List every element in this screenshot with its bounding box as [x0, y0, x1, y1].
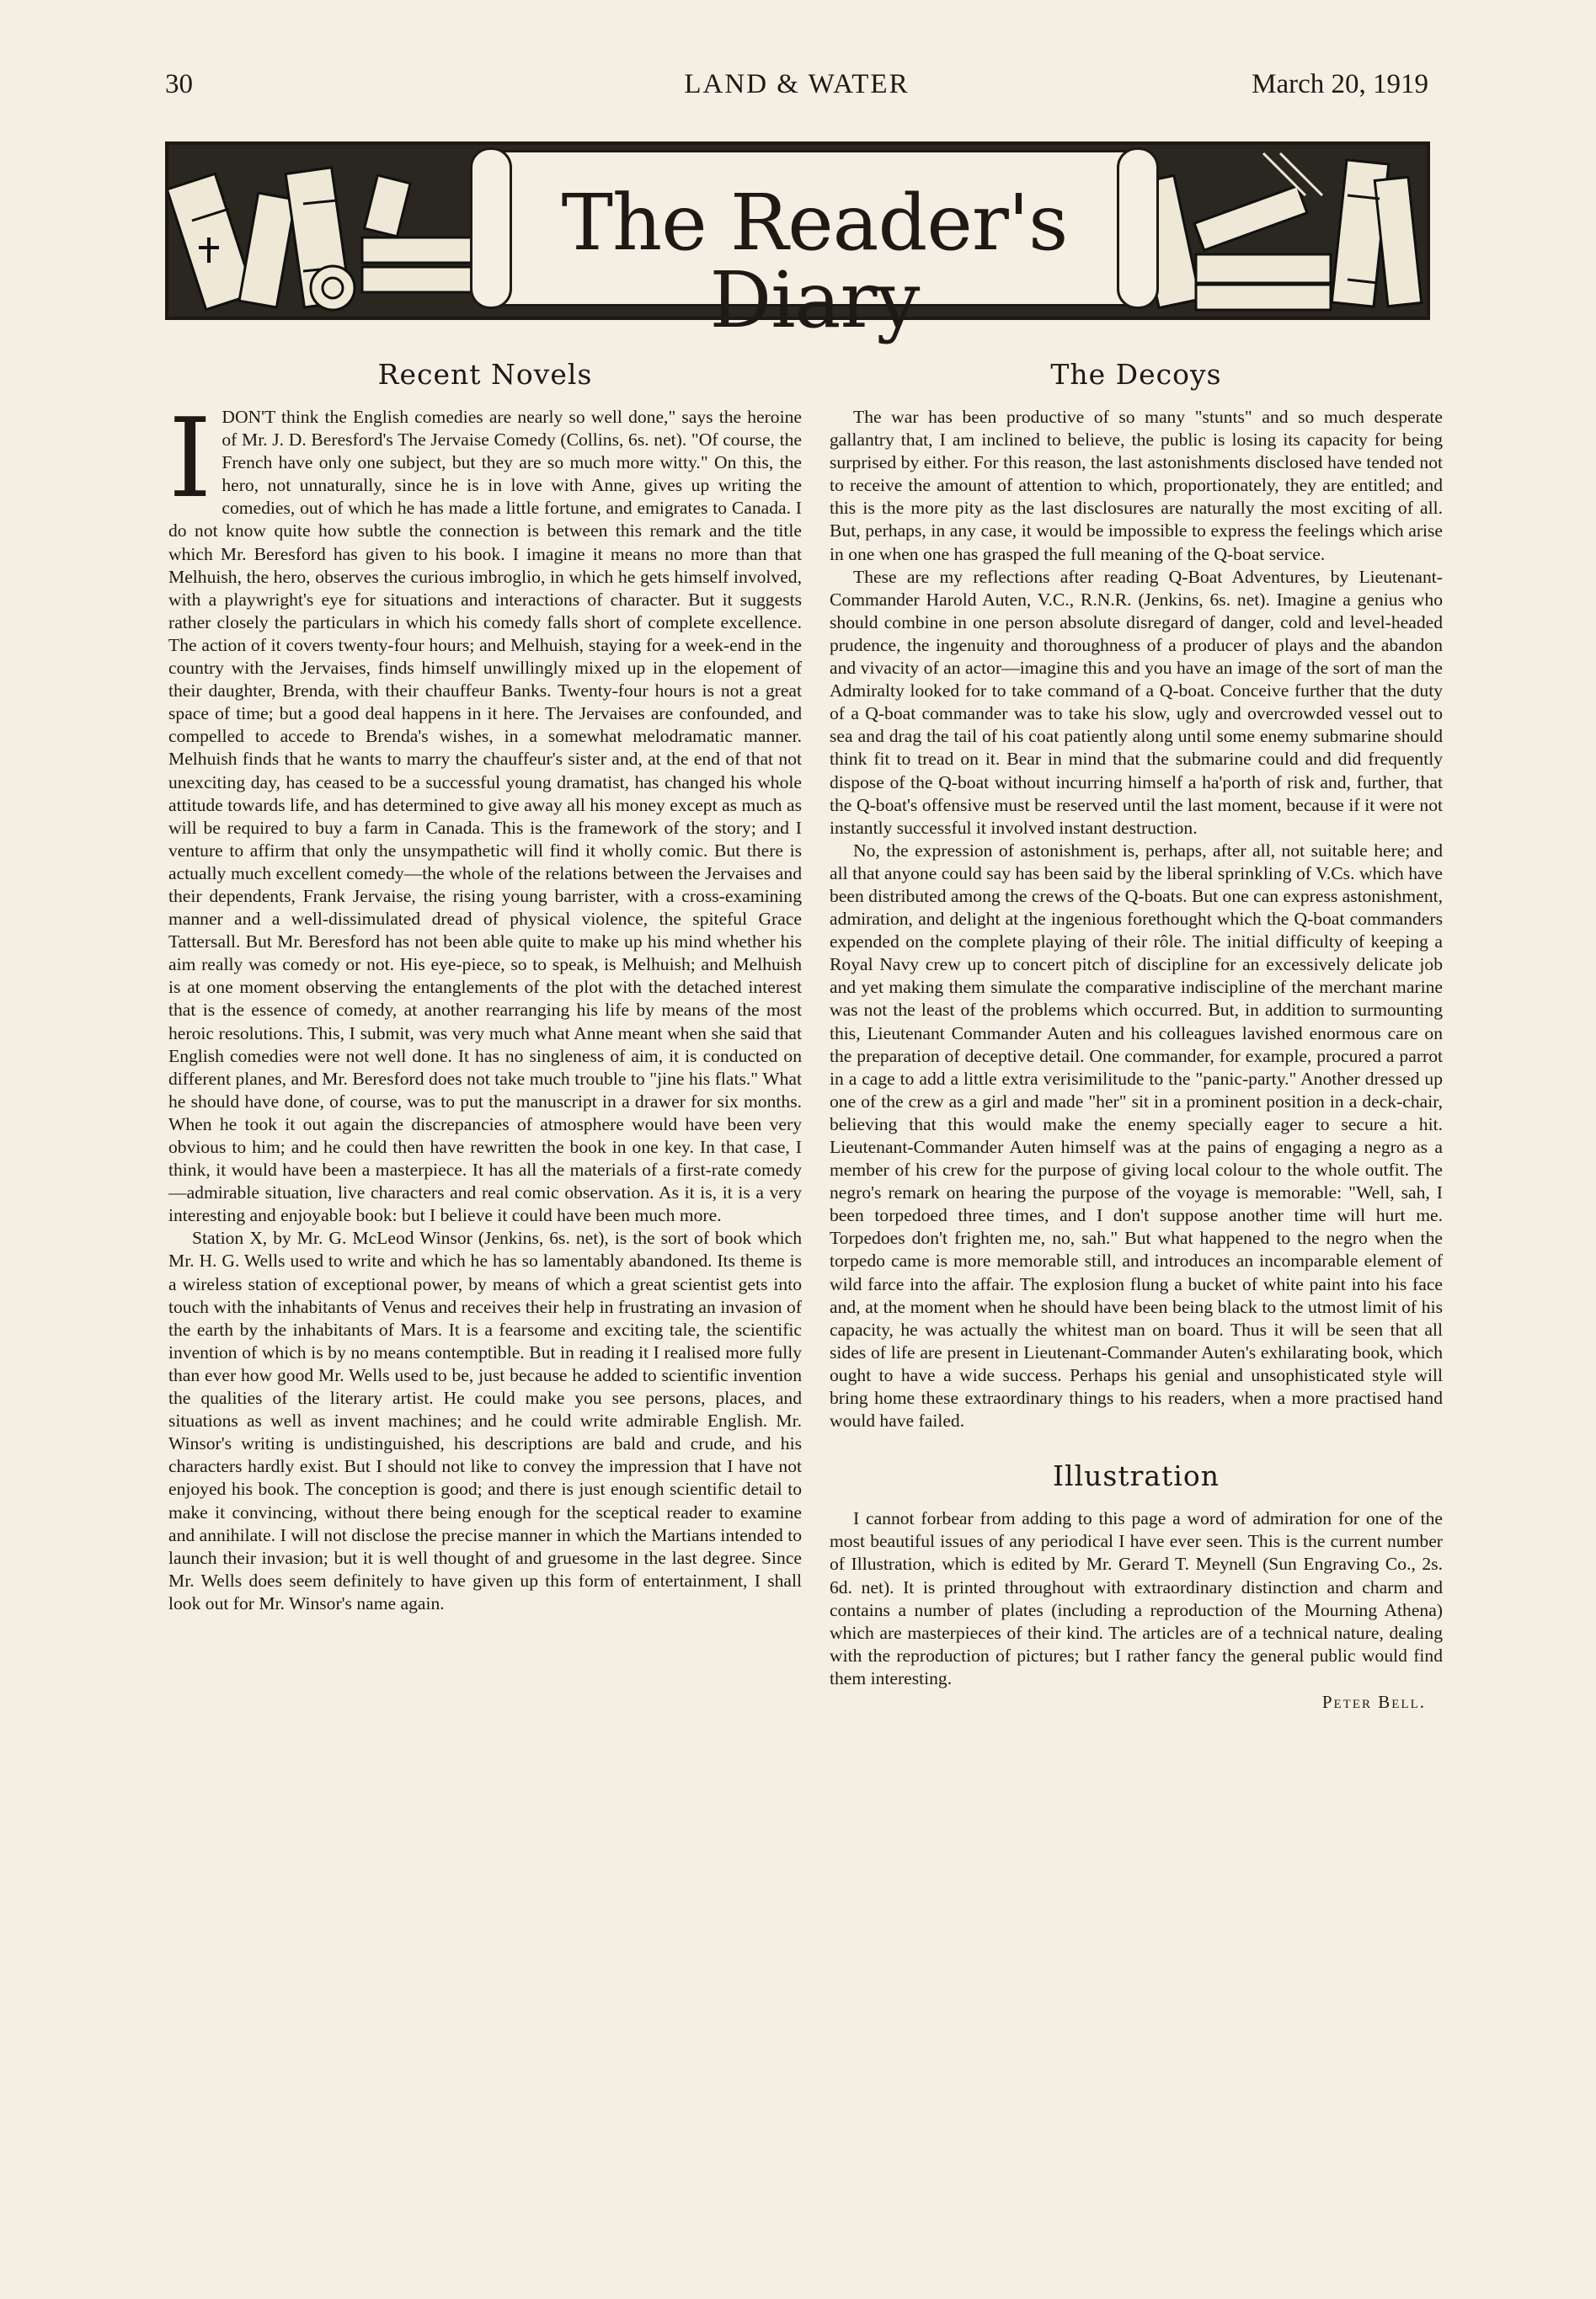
- issue-date: March 20, 1919: [1252, 69, 1428, 99]
- decoys-column: [830, 358, 1443, 1713]
- article-paragraph: No, the expression of astonishment is, perhaps, after all, not suitable here; and all that anyone could say has been said by the liberal sprinkling of V.Cs. which have been distributed among the crews of the Q-boats. But one can express astonishment, admiration, and delight at the ingenious forethought which the Q-boat commanders expended on the complete playing of their rôle. The initial difficulty of keeping a Royal Navy crew up to concert pitch of discipline for an excessively delicate job and yet making them simulate the comparative indiscipline of the merchant marine was not the least of the problems which occurred. But, in addition to surmounting this, Lieutenant Commander Auten and his colleagues lavished enormous care on the preparation of deceptive detail. One commander, for example, procured a parrot in a cage to add a little extra verisimilitude to the "panic-party." Another dressed up one of the crew as a girl and made "her" sit in a prominent position in a deck-chair, believing that this would make the enemy specially eager to secure a hit. Lieutenant-Commander Auten himself was at the pains of engaging a negro as a member of his crew for the purpose of giving local colour to the whole outfit. The negro's remark on hearing the purpose of the voyage is memorable: "Well, sah, I been torpedoed three times, and I don't suppose another time will hurt me. Torpedoes don't frighten me, no, sah." But what happened to the negro when the torpedo came is more memorable still, and introduces an incomparable element of wild farce into the affair. The explosion flung a bucket of white paint into his face and, at the moment when he should have been being black to the utmost limit of his capacity, he was actually the whitest man on board. Thus it will be seen that all sides of life are present in Lieutenant-Commander Auten's exhilarating book, which ought to have a wide success. Perhaps his genial and unsophisticated style will bring home these extraordinary things to his readers, when a more practised hand would have failed.: [830, 840, 1444, 1432]
- illustration-body: [830, 1507, 1443, 1690]
- decoys-heading: The Decoys: [1050, 358, 1222, 391]
- author-signature: Peter Bell.: [1321, 1691, 1426, 1712]
- magazine-title: LAND & WATER: [684, 69, 910, 99]
- decoys-body: [830, 406, 1443, 1432]
- article-paragraph: Station X, by Mr. G. McLeod Winsor (Jenkins, 6s. net), is the sort of book which Mr. H. G. Wells used to write and which he has so lamentably abandoned. Its theme is a wireless station of exceptional power, by means of which a great scientist gets into touch with the inhabitants of Venus and receives their help in frustrating an invasion of the earth by the inhabitants of Mars. It is a fearsome and exciting tale, the scientific invention of which is by no means contemptible. But in reading it I realised more fully than ever how good Mr. Wells used to be, just because he added to scientific invention the qualities of the literary artist. He could make you see persons, places, and situations as well as invent machines; and he could write admirable English. Mr. Winsor's writing is undistinguished, his descriptions are bald and crude, and his characters hardly exist. But I should not like to convey the impression that I have not enjoyed his book. The conception is good; and there is just enough scientific detail to make it convincing, without there being enough for the sceptical reader to examine and annihilate. I will not disclose the precise manner in which the Martians intended to launch their invasion; but it is well thought of and gruesome in the last degree. Since Mr. Wells does seem definitely to have given up this form of entertainment, I shall look out for Mr. Winsor's name again.: [168, 1228, 802, 1614]
- banner-title: The Reader's Diary: [561, 178, 1068, 345]
- banner-scroll: [501, 150, 1128, 345]
- running-header: [165, 69, 1428, 111]
- recent-novels-body: [168, 394, 802, 1615]
- article-paragraph: These are my reflections after reading Q-Boat Adventures, by Lieutenant-Commander Harold Auten, V.C., R.N.R. (Jenkins, 6s. net). Imagine a genius who should combine in one person absolute disregard of danger, cold and level-headed prudence, the ingenuity and thoroughness of a producer of plays and the abandon and vivacity of an actor—imagine this and you have an image of the sort of man the Admiralty looked for to take command of a Q-boat. Conceive further that the duty of a Q-boat commander was to take his slow, ugly and overcrowded vessel out to sea and drag the tail of his coat patiently along until some enemy submarine should think fit to tread on it. Bear in mind that the submarine could and did frequently dispose of the Q-boat without incurring himself a ha'porth of risk and, further, that the Q-boat's offensive must be reserved until the last moment, because if it were not instantly successful it involved instant destruction.: [830, 566, 1443, 838]
- article-paragraph: The war has been productive of so many "stunts" and so much desperate gallantry that, I am inclined to believe, the public is losing its capacity for being surprised by either. For this reason, the last astonishments disclosed have tended not to receive the amount of attention to which, proportionately, they are entitled; and this is the more pity as the last disclosures are naturally the most exciting of all. But, perhaps, in any case, it would be impossible to express the feelings which arise in one when one has grasped the full meaning of the Q-boat service.: [830, 407, 1443, 564]
- drop-cap: I: [168, 394, 212, 522]
- readers-diary-banner: [165, 141, 1430, 345]
- page-number: 30: [165, 69, 193, 99]
- recent-novels-column: [168, 358, 802, 1615]
- article-paragraph: I cannot forbear from adding to this page a word of admiration for one of the most beautiful issues of any periodical I have ever seen. This is the current number of Illustration, which is edited by Mr. Gerard T. Meynell (Sun Engraving Co., 2s. 6d. net). It is printed throughout with extraordinary distinction and charm and contains a number of plates (including a reproduction of the Mourning Athena) which are masterpieces of their kind. The articles are of a technical nature, dealing with the reproduction of pictures; but I rather fancy the general public would find them interesting.: [830, 1508, 1443, 1688]
- article-paragraph: IDON'T think the English comedies are nearly so well done," says the heroine of Mr. J. D. Beresford's The Jervaise Comedy (Collins, 6s. net). "Of course, the French have only one subject, but they are so much more witty." On this, the hero, not unnaturally, since he is in love with Anne, gives up writing the comedies, out of which he has made a little fortune, and emigrates to Canada. I do not know quite how subtle the connection is between this remark and the title which Mr. Beresford has given to his book. I imagine it means no more than that Melhuish, the hero, observes the curious imbroglio, in which he gets himself involved, with a playwright's eye for situations and interactions of character. But it suggests rather closely the particulars in which his comedy falls short of complete excellence. The action of it covers twenty-four hours; and Melhuish, staying for a week-end in the country with the Jervaises, finds himself unwillingly mixed up in the elopement of their daughter, Brenda, with their chauffeur Banks. Twenty-four hours is not a great space of time; but a good deal happens in it here. The Jervaises are confounded, and compelled to accede to Brenda's wishes, in a somewhat melodramatic manner. Melhuish finds that he wants to marry the chauffeur's sister and, at the end of that not unexciting day, has ceased to be a successful young dramatist, has changed his whole attitude towards life, and has determined to give away all his money except as much as will be required to buy a farm in Canada. This is the framework of the story; and I venture to affirm that only the unsympathetic will find it wholly comic. But there is actually much excellent comedy—the whole of the relations between the Jervaises and their dependents, Frank Jervaise, the rising young barrister, with a cross-examining manner and a well-dissimulated dread of physical violence, the spiteful Grace Tattersall. But Mr. Beresford has not been able quite to make up his mind whether his aim really was comedy or not. His eye-piece, so to speak, is Melhuish; and Melhuish is at one moment observing the entanglements of the plot with the detached interest that is the essence of comedy, at another rearranging his life by means of the most heroic resolutions. This, I submit, was very much what Anne meant when she said that English comedies were not well done. It has no singleness of aim, it is conducted on different planes, and Mr. Beresford does not take much trouble to "jine his flats." What he should have done, of course, was to put the manuscript in a drawer for six months. When he took it out again the discrepancies of atmosphere would have been very obvious to him; and he could then have rewritten the book in one key. In that case, I think, it would have been a masterpiece. It has all the materials of a first-rate comedy—admirable situation, live characters and real comic observation. As it is, it is a very interesting and enjoyable book: but I believe it could have been much more.: [168, 394, 802, 1226]
- illustration-heading: Illustration: [1053, 1459, 1220, 1493]
- recent-novels-heading: Recent Novels: [377, 358, 593, 391]
